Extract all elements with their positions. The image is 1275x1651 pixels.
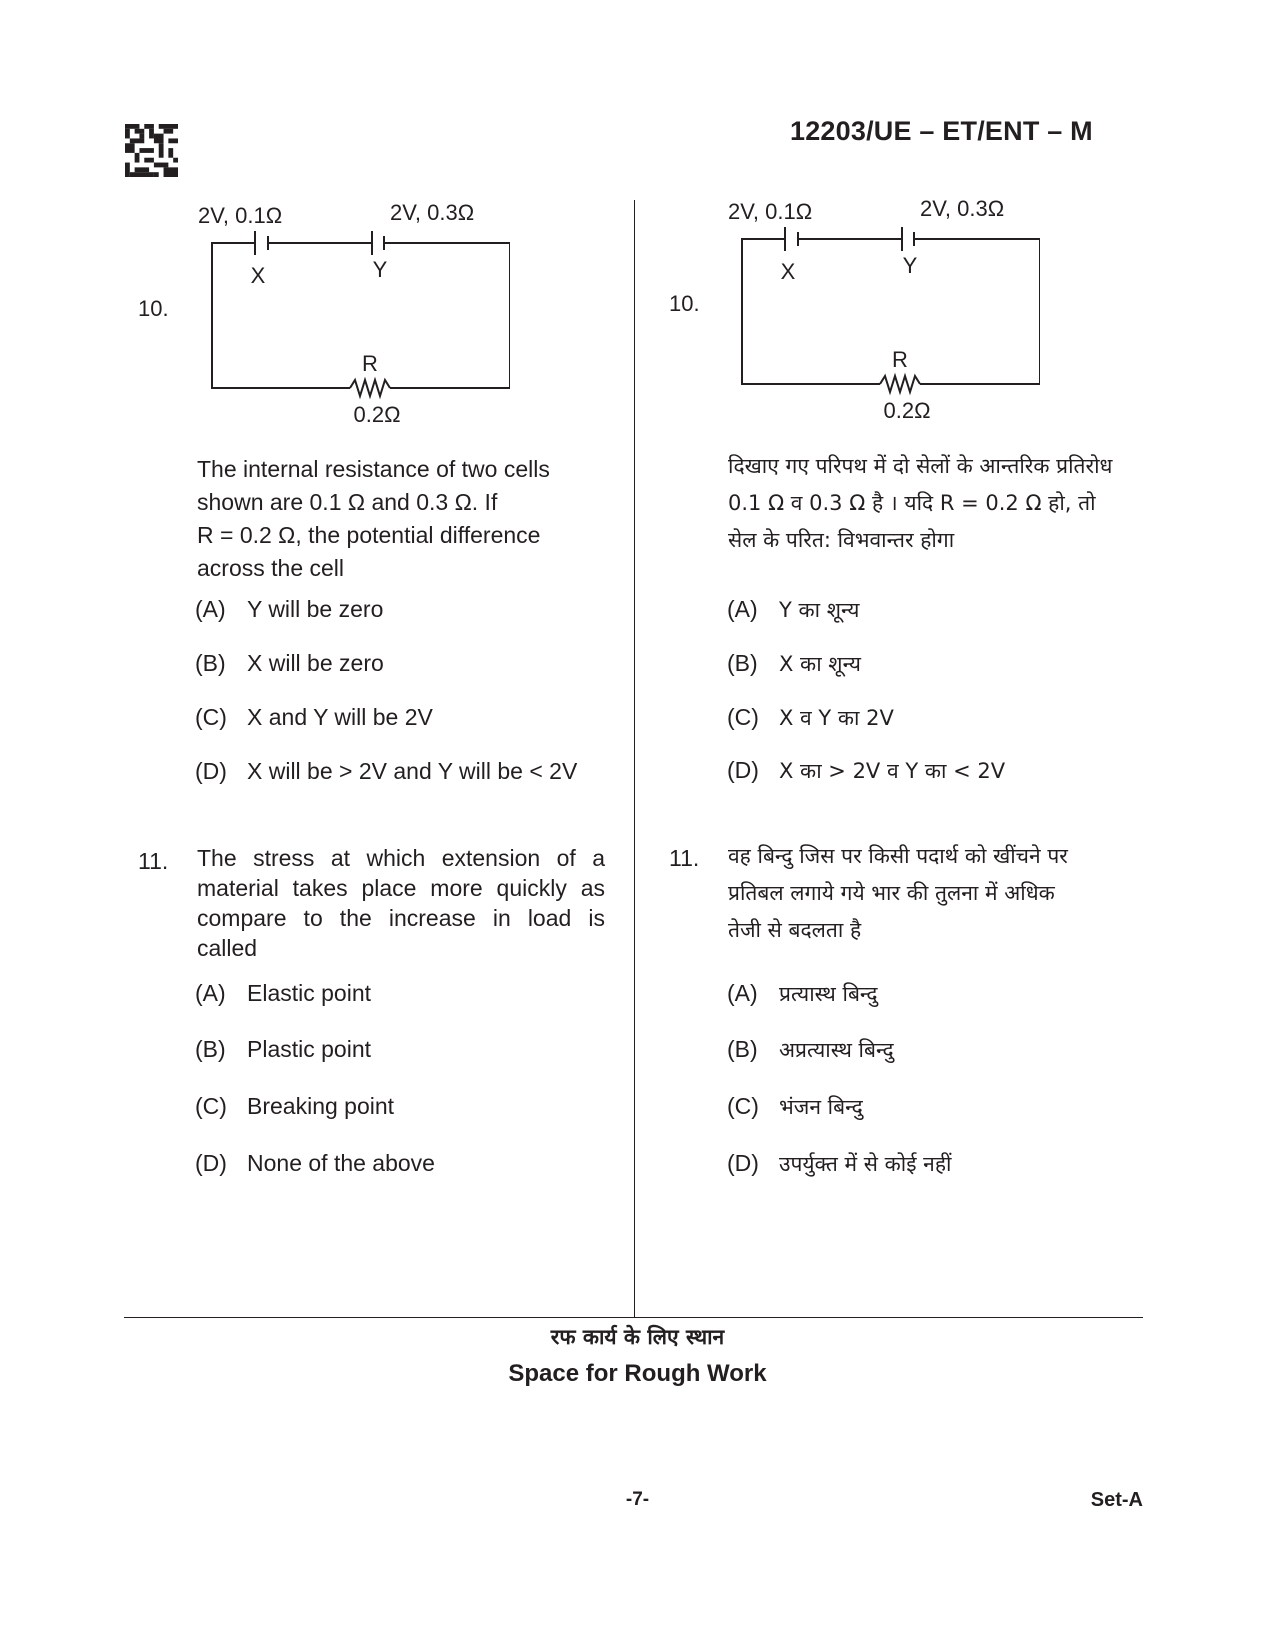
q11-option-b[interactable]: (B) Plastic point <box>195 1036 372 1062</box>
q11-option-c-hindi[interactable]: (C) भंजन बिन्दु <box>727 1093 863 1119</box>
cell-x-name: X <box>780 259 796 284</box>
q11-option-a-hindi[interactable]: (A) प्रत्यास्थ बिन्दु <box>727 980 878 1006</box>
q11-option-d[interactable]: (D) None of the above <box>195 1150 435 1176</box>
circuit-diagram-hindi <box>720 186 1040 426</box>
page-number: -7- <box>625 1489 650 1510</box>
paper-code: 12203/UE – ET/ENT – M <box>790 116 1093 146</box>
q11-option-d-hindi[interactable]: (D) उपर्युक्त में से कोई नहीं <box>727 1150 952 1176</box>
cell-x-name: X <box>250 263 266 288</box>
cell-x-rating: 2V, 0.1Ω <box>728 199 813 224</box>
question-10-text-hindi: दिखाए गए परिपथ में दो सेलों के आन्तरिक प्रतिरोध 0.1 Ω व 0.3 Ω है । यदि R = 0.2 Ω हो, तो सेल के परित: विभवान्तर होगा <box>728 454 1113 552</box>
q11-option-c[interactable]: (C) Breaking point <box>195 1093 395 1119</box>
qr-code <box>125 124 178 177</box>
rough-work-label-hindi: रफ कार्य के लिए स्थान <box>550 1325 725 1349</box>
q11-option-b-hindi[interactable]: (B) अप्रत्यास्थ बिन्दु <box>727 1036 894 1062</box>
cell-y-rating: 2V, 0.3Ω <box>390 200 475 225</box>
q10-option-b[interactable]: (B) X will be zero <box>195 650 384 676</box>
q10-option-d[interactable]: (D) X will be > 2V and Y will be < 2V <box>195 758 578 784</box>
resistor-name: R <box>362 351 378 376</box>
set-label: Set-A <box>1090 1489 1143 1511</box>
question-10-number: 10. <box>138 296 169 321</box>
q10-option-a-hindi[interactable]: (A) Y का शून्य <box>727 596 860 622</box>
rough-work-label: Space for Rough Work <box>508 1360 767 1387</box>
cell-x-rating: 2V, 0.1Ω <box>198 203 283 228</box>
cell-y-rating: 2V, 0.3Ω <box>920 196 1005 221</box>
q10-option-c-hindi[interactable]: (C) X व Y का 2V <box>727 704 894 730</box>
rough-work-divider <box>124 1317 1143 1318</box>
column-divider <box>634 200 635 1318</box>
resistor-value: 0.2Ω <box>883 398 931 423</box>
resistor-name: R <box>892 347 908 372</box>
question-11-number-hindi: 11. <box>669 845 700 871</box>
q10-option-a[interactable]: (A) Y will be zero <box>195 596 384 622</box>
question-11-number: 11. <box>138 848 169 874</box>
resistor-value: 0.2Ω <box>353 402 401 427</box>
question-11-text-hindi: वह बिन्दु जिस पर किसी पदार्थ को खींचने पर प्रतिबल लगाये गये भार की तुलना में अधिक तेजी से बदलता है <box>728 844 1068 942</box>
circuit-diagram <box>190 190 510 430</box>
question-10-number-hindi: 10. <box>669 291 700 316</box>
q10-option-b-hindi[interactable]: (B) X का शून्य <box>727 650 861 676</box>
question-10-text: The internal resistance of two cells shown are 0.1 Ω and 0.3 Ω. If R = 0.2 Ω, the potential difference across the cell <box>197 456 550 581</box>
q10-option-d-hindi[interactable]: (D) X का > 2V व Y का < 2V <box>727 757 1006 783</box>
cell-y-name: Y <box>902 253 918 278</box>
question-11-text: The stress at which extension of a material takes place more quickly as compare to the increase in load is called <box>197 845 605 961</box>
cell-y-name: Y <box>372 257 388 282</box>
q10-option-c[interactable]: (C) X and Y will be 2V <box>195 704 433 730</box>
q11-option-a[interactable]: (A) Elastic point <box>195 980 372 1006</box>
